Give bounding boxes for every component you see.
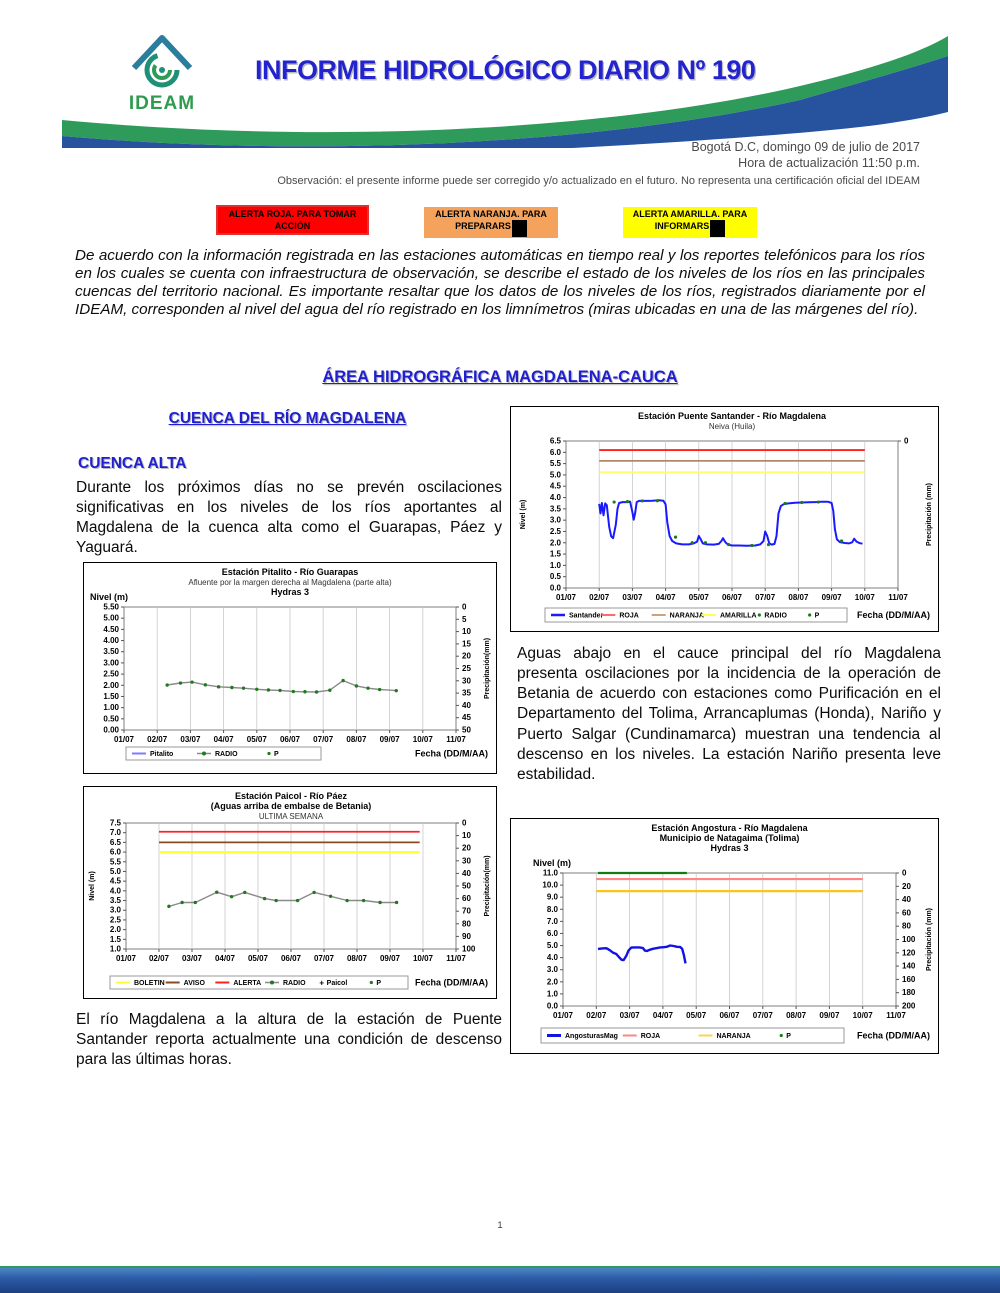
svg-text:09/07: 09/07 [821, 593, 842, 602]
svg-text:0.0: 0.0 [546, 1001, 558, 1011]
svg-text:Estación Puente Santander - Rí: Estación Puente Santander - Río Magdalena [637, 411, 827, 421]
redaction-box [710, 220, 725, 237]
svg-text:20: 20 [462, 843, 471, 853]
svg-text:6.0: 6.0 [549, 447, 561, 457]
paragraph-puente-santander: El río Magdalena a la altura de la estación de Puente Santander reporta actualmente una condición de descenso para las últimas horas. [76, 1011, 502, 1069]
svg-text:200: 200 [902, 1001, 916, 1011]
svg-text:02/07: 02/07 [148, 954, 170, 963]
svg-text:03/07: 03/07 [622, 593, 643, 602]
svg-text:10/07: 10/07 [854, 593, 875, 602]
observation-line: Observación: el presente informe puede ser corregido y/o actualizado en el futuro. No representa una certificación oficial del IDEAM [277, 174, 920, 187]
svg-text:1.5: 1.5 [109, 934, 121, 944]
ideam-logo-icon [112, 30, 212, 92]
svg-text:100: 100 [902, 935, 916, 944]
svg-text:0: 0 [902, 868, 907, 878]
svg-text:P: P [274, 751, 279, 758]
svg-text:05/07: 05/07 [686, 1011, 707, 1020]
svg-text:(Aguas arriba de embalse de Be: (Aguas arriba de embalse de Betania) [210, 801, 372, 811]
svg-text:0: 0 [462, 818, 467, 828]
svg-text:4.50: 4.50 [103, 624, 119, 634]
svg-text:01/07: 01/07 [555, 593, 577, 602]
footer-bar [0, 1266, 1000, 1293]
svg-text:RADIO: RADIO [215, 751, 238, 758]
chart-svg-angostura [511, 819, 938, 1053]
section-title: ÁREA HIDROGRÁFICA MAGDALENA-CAUCA [322, 368, 678, 386]
svg-text:Hydras 3: Hydras 3 [270, 587, 310, 597]
svg-text:07/07: 07/07 [313, 954, 335, 963]
svg-text:40: 40 [902, 895, 911, 905]
svg-text:1.50: 1.50 [103, 691, 119, 701]
svg-text:Precipitación(mm): Precipitación(mm) [484, 855, 491, 917]
alert-red-line1: ALERTA ROJA. PARA TOMAR [228, 209, 357, 219]
svg-text:10: 10 [462, 627, 471, 637]
svg-text:Precipitación (mm): Precipitación (mm) [926, 907, 933, 972]
svg-text:30: 30 [462, 856, 471, 866]
svg-text:2.00: 2.00 [103, 680, 119, 690]
svg-text:Pitalito: Pitalito [150, 751, 174, 758]
svg-text:50: 50 [462, 725, 471, 735]
svg-text:10/07: 10/07 [412, 954, 434, 963]
svg-text:07/07: 07/07 [755, 593, 776, 602]
svg-text:4.00: 4.00 [103, 636, 119, 646]
svg-text:180: 180 [902, 988, 916, 998]
chart-svg-paicol [84, 787, 496, 998]
date-block [277, 139, 920, 187]
svg-text:06/07: 06/07 [721, 593, 743, 602]
svg-text:Nivel (m): Nivel (m) [520, 499, 527, 530]
svg-text:Fecha (DD/M/AA): Fecha (DD/M/AA) [856, 1030, 930, 1041]
svg-text:03/07: 03/07 [619, 1011, 640, 1020]
svg-text:3.5: 3.5 [549, 504, 561, 514]
svg-text:3.0: 3.0 [546, 965, 558, 975]
svg-text:70: 70 [462, 906, 471, 916]
svg-text:6.0: 6.0 [546, 928, 558, 938]
svg-text:P: P [376, 980, 382, 987]
svg-text:05/07: 05/07 [688, 593, 709, 602]
chart-svg-puente-santander [511, 407, 938, 631]
svg-text:10/07: 10/07 [852, 1011, 873, 1020]
chart-pitalito [83, 562, 497, 774]
alert-red-line2: ACCIÓN [274, 221, 311, 232]
svg-text:P: P [786, 1033, 791, 1040]
svg-text:50: 50 [462, 881, 471, 891]
svg-text:0.0: 0.0 [549, 583, 561, 593]
svg-text:P: P [814, 612, 820, 620]
intro-paragraph: De acuerdo con la información registrada en las estaciones automáticas en tiempo real y los reportes telefónicos para los ríos en los cuales se cuenta con infraestructura de observación, se describe el estado de los niveles de los ríos en las principales cuencas del territorio nacional. Es importante resaltar que los datos de los niveles de los ríos, registrados diariamente por el IDEAM, corresponden al nivel del agua del río registrado en los limnímetros (miras ubicadas en una de las márgenes del río). [75, 247, 925, 318]
svg-text:2.5: 2.5 [549, 526, 561, 536]
svg-text:4.0: 4.0 [549, 493, 561, 503]
svg-text:9.0: 9.0 [546, 892, 558, 902]
svg-text:RADIO: RADIO [764, 612, 787, 620]
svg-text:05/07: 05/07 [246, 735, 267, 744]
svg-text:5: 5 [462, 614, 467, 624]
svg-text:10.0: 10.0 [542, 880, 558, 890]
svg-text:80: 80 [462, 919, 471, 929]
svg-text:7.0: 7.0 [546, 916, 558, 926]
svg-text:25: 25 [462, 664, 471, 673]
svg-text:Estación Pitalito - Río Guarap: Estación Pitalito - Río Guarapas [221, 567, 359, 577]
svg-text:Estación Angostura - Río Magda: Estación Angostura - Río Magdalena [651, 823, 808, 833]
heading-cuenca-rio-magdalena: CUENCA DEL RÍO MAGDALENA [168, 410, 407, 427]
svg-text:0.00: 0.00 [103, 725, 119, 735]
svg-text:11/07: 11/07 [446, 954, 466, 963]
svg-text:6.0: 6.0 [109, 847, 121, 857]
svg-text:06/07: 06/07 [719, 1011, 740, 1020]
svg-text:5.0: 5.0 [546, 941, 558, 951]
svg-text:AMARILLA: AMARILLA [720, 612, 757, 620]
chart-svg-pitalito [84, 563, 496, 773]
svg-text:Santander: Santander [569, 612, 604, 620]
svg-text:4.0: 4.0 [109, 886, 121, 896]
svg-text:08/07: 08/07 [346, 954, 368, 963]
redaction-box [512, 220, 527, 237]
alert-orange-line2: PREPARARS [455, 221, 511, 232]
svg-text:01/07: 01/07 [115, 954, 137, 963]
svg-text:04/07: 04/07 [213, 735, 234, 744]
svg-text:ULTIMA SEMANA: ULTIMA SEMANA [258, 812, 324, 821]
svg-text:0: 0 [462, 602, 467, 612]
svg-text:2.5: 2.5 [109, 915, 121, 925]
svg-text:0.50: 0.50 [103, 714, 119, 724]
svg-text:Nivel (m): Nivel (m) [90, 592, 129, 602]
svg-text:5.0: 5.0 [109, 866, 121, 876]
svg-text:40: 40 [462, 868, 471, 878]
ideam-logo-text: IDEAM [128, 93, 196, 114]
page-title: INFORME HIDROLÓGICO DIARIO Nº 190 [255, 55, 756, 85]
svg-text:5.5: 5.5 [109, 857, 121, 867]
svg-text:09/07: 09/07 [379, 735, 400, 744]
svg-text:120: 120 [902, 948, 916, 958]
svg-text:04/07: 04/07 [655, 593, 676, 602]
svg-text:11.0: 11.0 [542, 868, 558, 878]
svg-text:01/07: 01/07 [113, 735, 135, 744]
svg-text:08/07: 08/07 [346, 735, 367, 744]
svg-text:06/07: 06/07 [280, 954, 302, 963]
svg-text:Estación Paicol - Río Páez: Estación Paicol - Río Páez [234, 791, 348, 801]
svg-text:5.00: 5.00 [103, 613, 119, 623]
svg-text:15: 15 [462, 639, 471, 649]
chart-angostura [510, 818, 939, 1054]
chart-paicol [83, 786, 497, 999]
svg-text:Hydras 3: Hydras 3 [710, 843, 749, 853]
svg-text:7.5: 7.5 [109, 818, 121, 828]
svg-text:06/07: 06/07 [279, 735, 301, 744]
svg-text:60: 60 [902, 908, 911, 918]
svg-text:20: 20 [902, 881, 911, 891]
svg-text:5.50: 5.50 [103, 602, 119, 612]
update-time-line: Hora de actualización 11:50 p.m. [738, 156, 920, 171]
svg-text:08/07: 08/07 [786, 1011, 807, 1020]
svg-text:30: 30 [462, 676, 471, 686]
svg-text:3.0: 3.0 [109, 905, 121, 915]
svg-text:Afluente por la margen derecha: Afluente por la margen derecha al Magdalena (parte alta) [188, 578, 392, 587]
svg-text:ROJA: ROJA [640, 1033, 661, 1040]
svg-text:05/07: 05/07 [247, 954, 269, 963]
svg-text:07/07: 07/07 [752, 1011, 773, 1020]
svg-text:10: 10 [462, 831, 471, 841]
svg-text:1.0: 1.0 [109, 944, 121, 954]
page-number: 1 [497, 1220, 503, 1231]
svg-text:02/07: 02/07 [589, 593, 610, 602]
alert-yellow-line2: INFORMARS [654, 221, 710, 232]
svg-text:NARANJA: NARANJA [716, 1033, 751, 1040]
heading-cuenca-alta: CUENCA ALTA [78, 455, 187, 472]
svg-text:2.50: 2.50 [103, 669, 119, 679]
svg-text:1.5: 1.5 [549, 549, 561, 559]
svg-text:3.5: 3.5 [109, 896, 121, 906]
svg-text:11/07: 11/07 [886, 1011, 906, 1020]
svg-text:11/07: 11/07 [888, 593, 908, 602]
svg-text:NARANJA: NARANJA [669, 612, 704, 620]
alert-yellow-line1: ALERTA AMARILLA. PARA [632, 209, 748, 219]
svg-text:140: 140 [902, 961, 916, 971]
alert-orange-line1: ALERTA NARANJA. PARA [435, 209, 547, 219]
paragraph-cuenca-alta: Durante los próximos días no se prevén oscilaciones significativas en los niveles de los ríos aportantes al Magdalena de la cuenca alta como el Guarapas, Páez y Yaguará. [76, 479, 502, 557]
svg-text:09/07: 09/07 [819, 1011, 840, 1020]
svg-text:160: 160 [902, 974, 916, 984]
svg-text:8.0: 8.0 [546, 904, 558, 914]
svg-text:Municipio de Natagaima (Tolima: Municipio de Natagaima (Tolima) [659, 833, 800, 843]
svg-text:4.0: 4.0 [546, 953, 558, 963]
svg-text:2.0: 2.0 [109, 925, 121, 935]
svg-text:3.0: 3.0 [549, 515, 561, 525]
svg-text:Precipitación(mm): Precipitación(mm) [484, 637, 491, 700]
svg-text:07/07: 07/07 [313, 735, 334, 744]
svg-text:45: 45 [462, 713, 471, 723]
svg-text:09/07: 09/07 [379, 954, 401, 963]
svg-text:2.0: 2.0 [549, 538, 561, 548]
svg-text:5.5: 5.5 [549, 459, 561, 469]
svg-text:35: 35 [462, 688, 471, 698]
svg-text:01/07: 01/07 [552, 1011, 574, 1020]
svg-text:10/07: 10/07 [412, 735, 433, 744]
svg-text:4.5: 4.5 [109, 876, 121, 886]
chart-puente-santander [510, 406, 939, 632]
svg-text:Nivel (m): Nivel (m) [89, 871, 96, 901]
svg-text:2.0: 2.0 [546, 977, 558, 987]
svg-text:Fecha (DD/M/AA): Fecha (DD/M/AA) [414, 977, 488, 988]
svg-text:1.00: 1.00 [103, 703, 119, 713]
svg-text:20: 20 [462, 651, 471, 661]
svg-text:AVISO: AVISO [183, 980, 205, 987]
svg-text:3.50: 3.50 [103, 647, 119, 657]
svg-text:1.0: 1.0 [546, 989, 558, 999]
svg-text:04/07: 04/07 [652, 1011, 673, 1020]
svg-text:80: 80 [902, 921, 911, 931]
alert-legend-red [218, 207, 367, 233]
alert-legend-orange [424, 207, 558, 238]
svg-text:3.00: 3.00 [103, 658, 119, 668]
svg-text:BOLETIN: BOLETIN [134, 980, 165, 987]
svg-text:90: 90 [462, 931, 471, 941]
svg-text:Neiva (Huila): Neiva (Huila) [708, 422, 756, 431]
svg-text:1.0: 1.0 [549, 560, 561, 570]
svg-text:Nivel (m): Nivel (m) [533, 858, 572, 868]
svg-text:0.5: 0.5 [549, 572, 561, 582]
svg-text:08/07: 08/07 [788, 593, 809, 602]
svg-text:Precipitación (mm): Precipitación (mm) [926, 482, 933, 547]
svg-text:Paicol: Paicol [326, 980, 348, 987]
svg-text:6.5: 6.5 [549, 436, 561, 446]
svg-text:7.0: 7.0 [109, 828, 121, 838]
svg-text:0: 0 [904, 436, 909, 446]
svg-text:+: + [319, 978, 325, 988]
svg-text:RADIO: RADIO [283, 980, 306, 987]
svg-text:6.5: 6.5 [109, 837, 121, 847]
svg-text:Fecha (DD/M/AA): Fecha (DD/M/AA) [414, 748, 488, 759]
svg-text:Fecha (DD/M/AA): Fecha (DD/M/AA) [856, 610, 930, 620]
svg-text:40: 40 [462, 700, 471, 710]
ideam-logo [103, 30, 221, 115]
svg-text:ALERTA: ALERTA [233, 980, 262, 987]
date-line: Bogotá D.C, domingo 09 de julio de 2017 [691, 140, 920, 154]
svg-text:100: 100 [462, 944, 476, 954]
paragraph-aguas-abajo: Aguas abajo en el cauce principal del río Magdalena presenta oscilaciones por la incidencia de la operación de Betania de acuerdo con estaciones como Purificación en el Departamento del Tolima, Arrancaplumas (Honda), Nariño y Puerto Salgar (Cundinamarca) muestran una tendencia al descenso en los niveles. La estación Nariño presenta leve estabilidad. [517, 645, 941, 783]
svg-text:02/07: 02/07 [147, 735, 168, 744]
svg-text:04/07: 04/07 [214, 954, 236, 963]
svg-text:60: 60 [462, 894, 471, 904]
svg-text:11/07: 11/07 [446, 735, 466, 744]
alert-legend-yellow [623, 207, 757, 238]
svg-text:02/07: 02/07 [586, 1011, 607, 1020]
svg-text:AngosturasMag: AngosturasMag [565, 1033, 618, 1040]
svg-text:03/07: 03/07 [181, 954, 203, 963]
svg-text:03/07: 03/07 [180, 735, 201, 744]
svg-text:ROJA: ROJA [619, 612, 639, 620]
svg-text:4.5: 4.5 [549, 481, 561, 491]
svg-text:5.0: 5.0 [549, 470, 561, 480]
